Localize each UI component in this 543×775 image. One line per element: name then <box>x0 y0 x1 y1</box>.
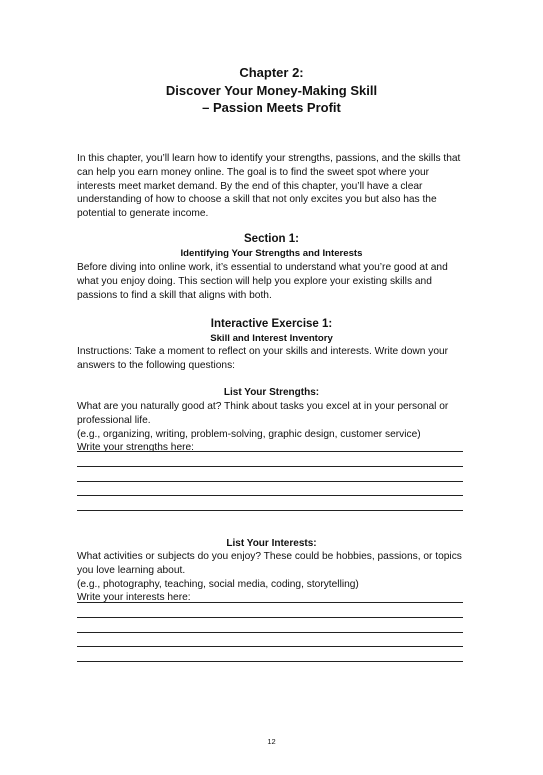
section-1-subtitle: Identifying Your Strengths and Interests <box>180 248 363 259</box>
intro-paragraph: In this chapter, you’ll learn how to identify your strengths, passions, and the skills that can help you earn money online. The goal is to find the sweet spot where your interests meet market demand. By the end of this chapter, you’ll have a clear understanding of how to choose a skill that not only excites you but also has the potential to generate income. <box>77 153 461 220</box>
strengths-question: What are you naturally good at? Think about tasks you excel at in your personal or professional life. <box>77 401 449 426</box>
section-1-body: Before diving into online work, it’s essential to understand what you’re good at and what you enjoy doing. This section will help you explore your existing skills and passions to find a skill that aligns with both. <box>77 262 448 301</box>
strengths-example: (e.g., organizing, writing, problem-solving, graphic design, customer service) <box>77 428 421 440</box>
chapter-title-line-2: – Passion Meets Profit <box>202 100 341 115</box>
exercise-1-subtitle: Skill and Interest Inventory <box>210 333 333 344</box>
exercise-1-title: Interactive Exercise 1: <box>210 318 333 330</box>
interests-question-block <box>77 550 469 605</box>
answer-line[interactable] <box>77 510 463 511</box>
interests-example: (e.g., photography, teaching, social media, coding, storytelling) <box>77 578 359 590</box>
interests-question: What activities or subjects do you enjoy? These could be hobbies, passions, or topics you love learning about. <box>77 551 462 576</box>
answer-line[interactable] <box>77 495 463 496</box>
answer-line[interactable] <box>77 632 463 633</box>
answer-line[interactable] <box>77 646 463 647</box>
chapter-number: Chapter 2: <box>239 65 304 80</box>
chapter-title <box>60 64 483 117</box>
strengths-prompt: Write your strengths here: <box>77 442 195 454</box>
exercise-1-instructions: Instructions: Take a moment to reflect on your skills and interests. Write down your answers to the following questions: <box>77 346 449 371</box>
strengths-answer-lines[interactable] <box>77 451 463 525</box>
section-1-title: Section 1: <box>244 233 299 245</box>
page-number: 12 <box>267 737 276 746</box>
interests-prompt: Write your interests here: <box>77 592 191 604</box>
answer-line[interactable] <box>77 481 463 482</box>
strengths-question-block <box>77 400 469 455</box>
interests-answer-lines[interactable] <box>77 602 463 676</box>
answer-line[interactable] <box>77 602 463 603</box>
answer-line[interactable] <box>77 617 463 618</box>
strengths-heading: List Your Strengths: <box>223 387 320 398</box>
answer-line[interactable] <box>77 451 463 452</box>
interests-heading: List Your Interests: <box>226 538 317 549</box>
answer-line[interactable] <box>77 466 463 467</box>
chapter-title-line-1: Discover Your Money-Making Skill <box>165 82 378 98</box>
answer-line[interactable] <box>77 661 463 662</box>
